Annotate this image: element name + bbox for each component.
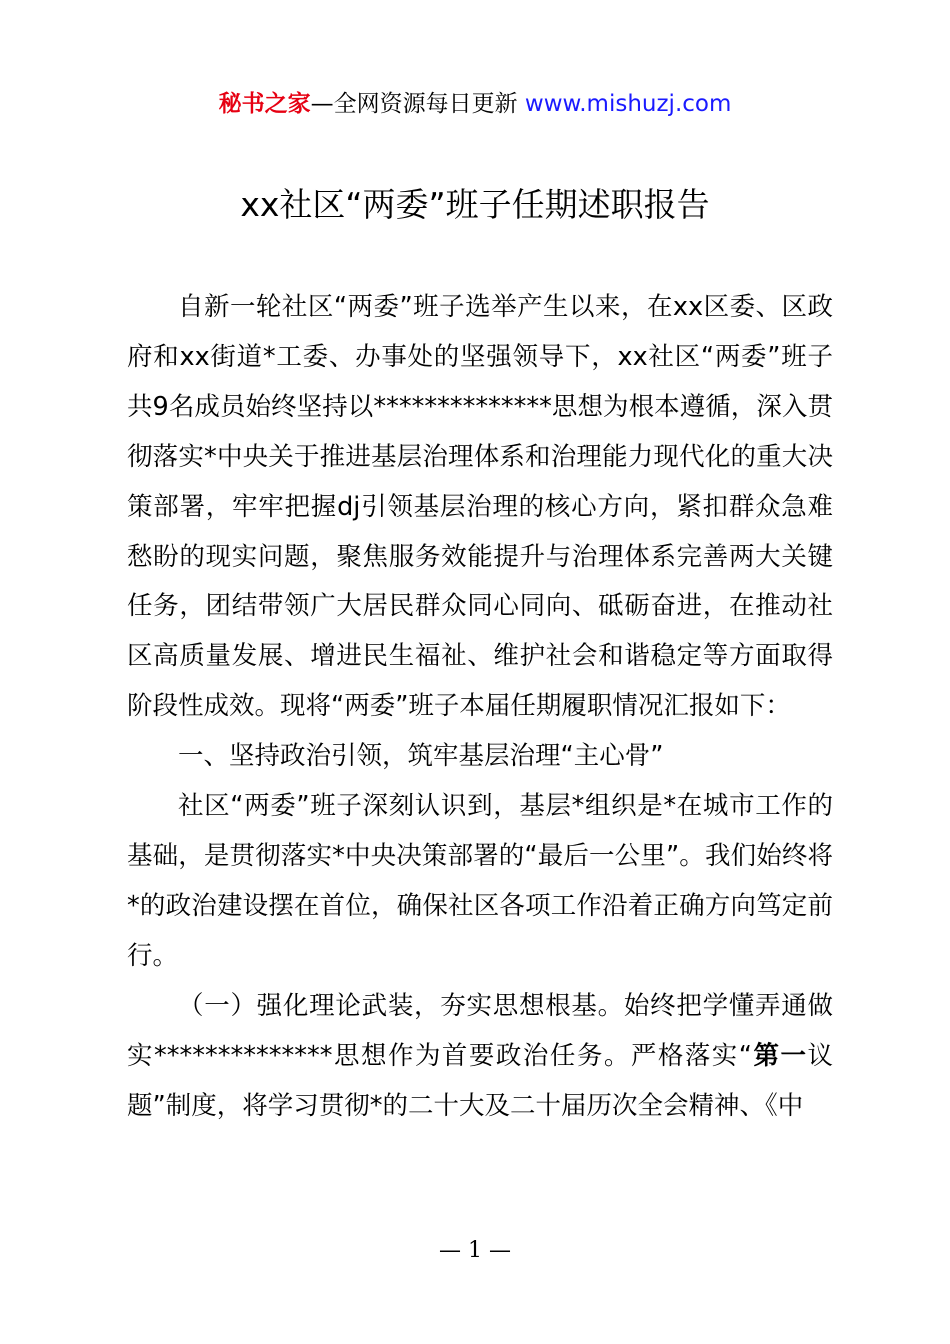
document-title: xx社区“两委”班子任期述职报告 bbox=[240, 185, 710, 224]
subsection-text-before: （一）强化理论武装，夯实思想根基。始终把学懂弄通做实**************思想作为首要政治任务。严格落实“ bbox=[127, 990, 833, 1071]
page-number: — 1 — bbox=[439, 1238, 511, 1263]
document-body bbox=[127, 283, 833, 1131]
site-url-link[interactable]: www.mishuzj.com bbox=[524, 91, 732, 117]
subsection-text-after: 议题”制度，将学习贯彻*的二十大及二十届历次全会精神、《中 bbox=[127, 1040, 833, 1121]
body-paragraph: 社区“两委”班子深刻认识到，基层*组织是*在城市工作的基础，是贯彻落实*中央决策部署的“最后一公里”。我们始终将*的政治建设摆在首位，确保社区各项工作沿着正确方向笃定前行。 bbox=[127, 791, 833, 971]
site-header bbox=[0, 88, 950, 120]
subsection-paragraph bbox=[127, 982, 833, 1132]
emphasis-text: 第一 bbox=[752, 1040, 808, 1071]
brand-name: 秘书之家 bbox=[218, 91, 311, 117]
intro-paragraph: 自新一轮社区“两委”班子选举产生以来，在xx区委、区政府和xx街道*工委、办事处的坚强领导下，xx社区“两委”班子共9名成员始终坚持以**************思想为根本遵循，深入贯彻落实*中央关于推进基层治理体系和治理能力现代化的重大决策部署，牢牢把握dj引领基层治理的核心方向，紧扣群众急难愁盼的现实问题，聚焦服务效能提升与治理体系完善两大关键任务，团结带领广大居民群众同心同向、砥砺奋进，在推动社区高质量发展、增进民生福祉、维护社会和谐稳定等方面取得阶段性成效。现将“两委”班子本届任期履职情况汇报如下： bbox=[127, 292, 833, 722]
section-heading: 一、坚持政治引领，筑牢基层治理“主心骨” bbox=[178, 741, 664, 772]
header-tagline: —全网资源每日更新 bbox=[310, 91, 518, 117]
